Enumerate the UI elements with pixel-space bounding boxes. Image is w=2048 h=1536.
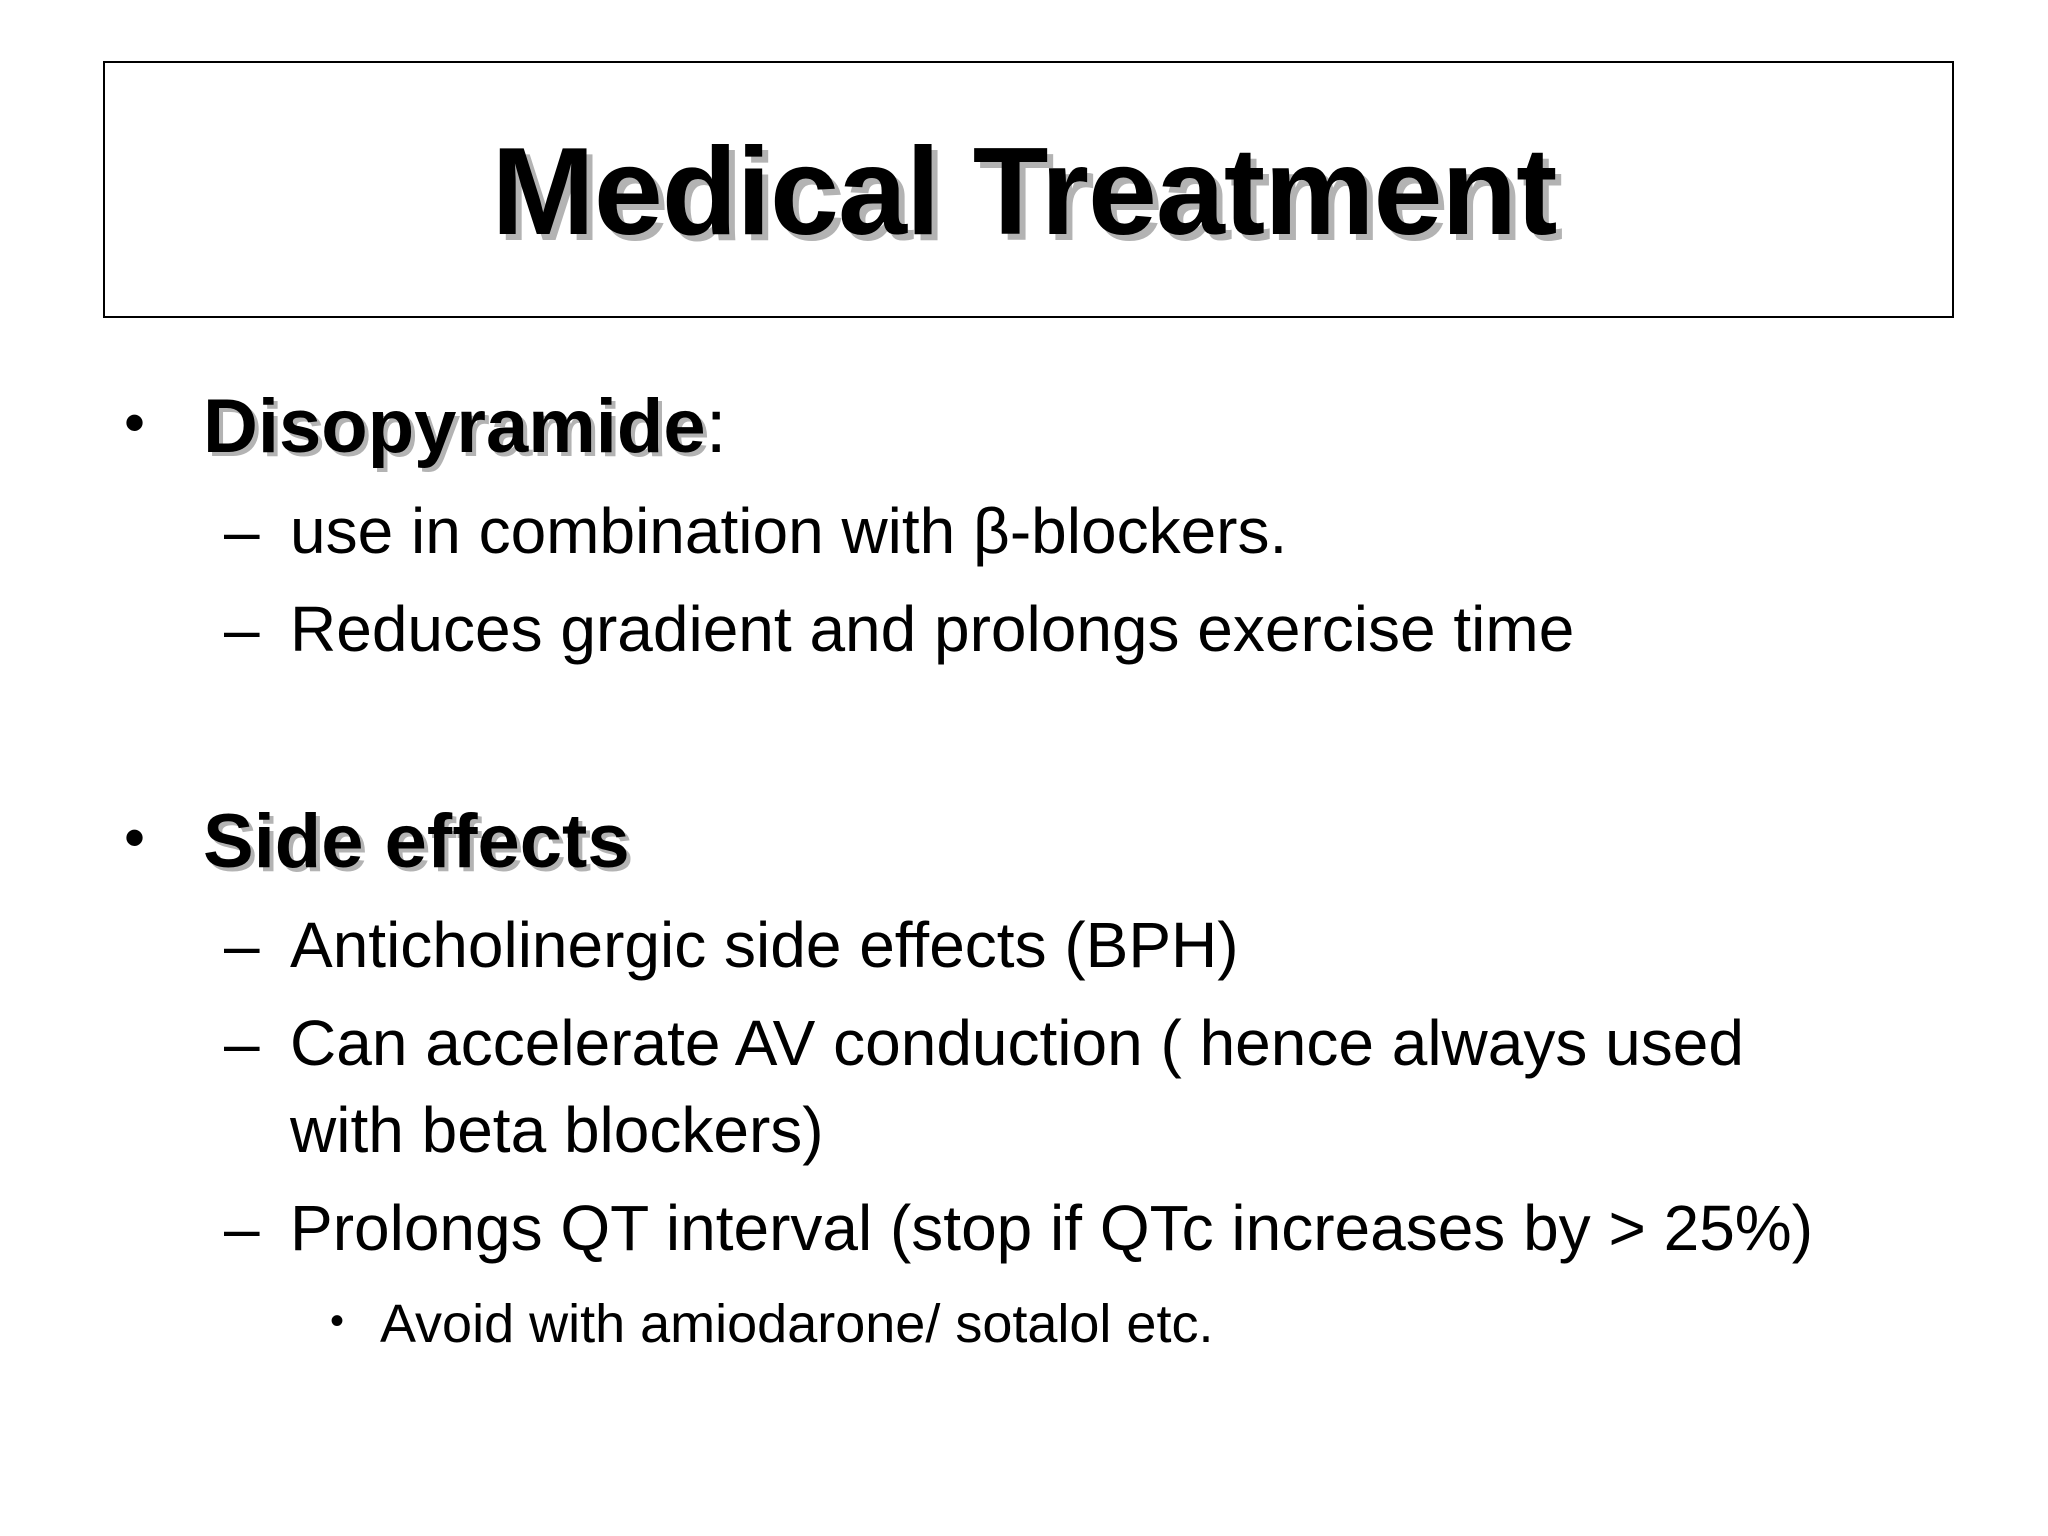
item-text: Anticholinergic side effects (BPH): [290, 909, 1239, 981]
dash-icon: –: [224, 1192, 260, 1264]
bullet-icon: •: [330, 1299, 345, 1343]
subitem-text: Avoid with amiodarone/ sotalol etc.: [380, 1294, 1214, 1354]
dash-icon: –: [224, 495, 260, 567]
item-text: Prolongs QT interval (stop if QTc increases by > 25%): [290, 1192, 1813, 1264]
item-text-line2: with beta blockers): [290, 1094, 824, 1166]
item-text: Reduces gradient and prolongs exercise time: [290, 593, 1575, 665]
heading-text: Disopyramide: [203, 384, 706, 469]
slide-title: Medical Treatment: [491, 123, 1557, 261]
dash-icon: –: [224, 593, 260, 665]
section-heading: [203, 384, 727, 469]
dash-icon: –: [224, 909, 260, 981]
section-heading: Side effects: [203, 799, 630, 884]
dash-icon: –: [224, 1007, 260, 1079]
bullet-icon: •: [124, 389, 146, 456]
bullet-icon: •: [124, 804, 146, 871]
item-text: Can accelerate AV conduction ( hence always used: [290, 1007, 1744, 1079]
heading-suffix: :: [705, 384, 727, 469]
item-text: use in combination with β-blockers.: [290, 495, 1288, 567]
